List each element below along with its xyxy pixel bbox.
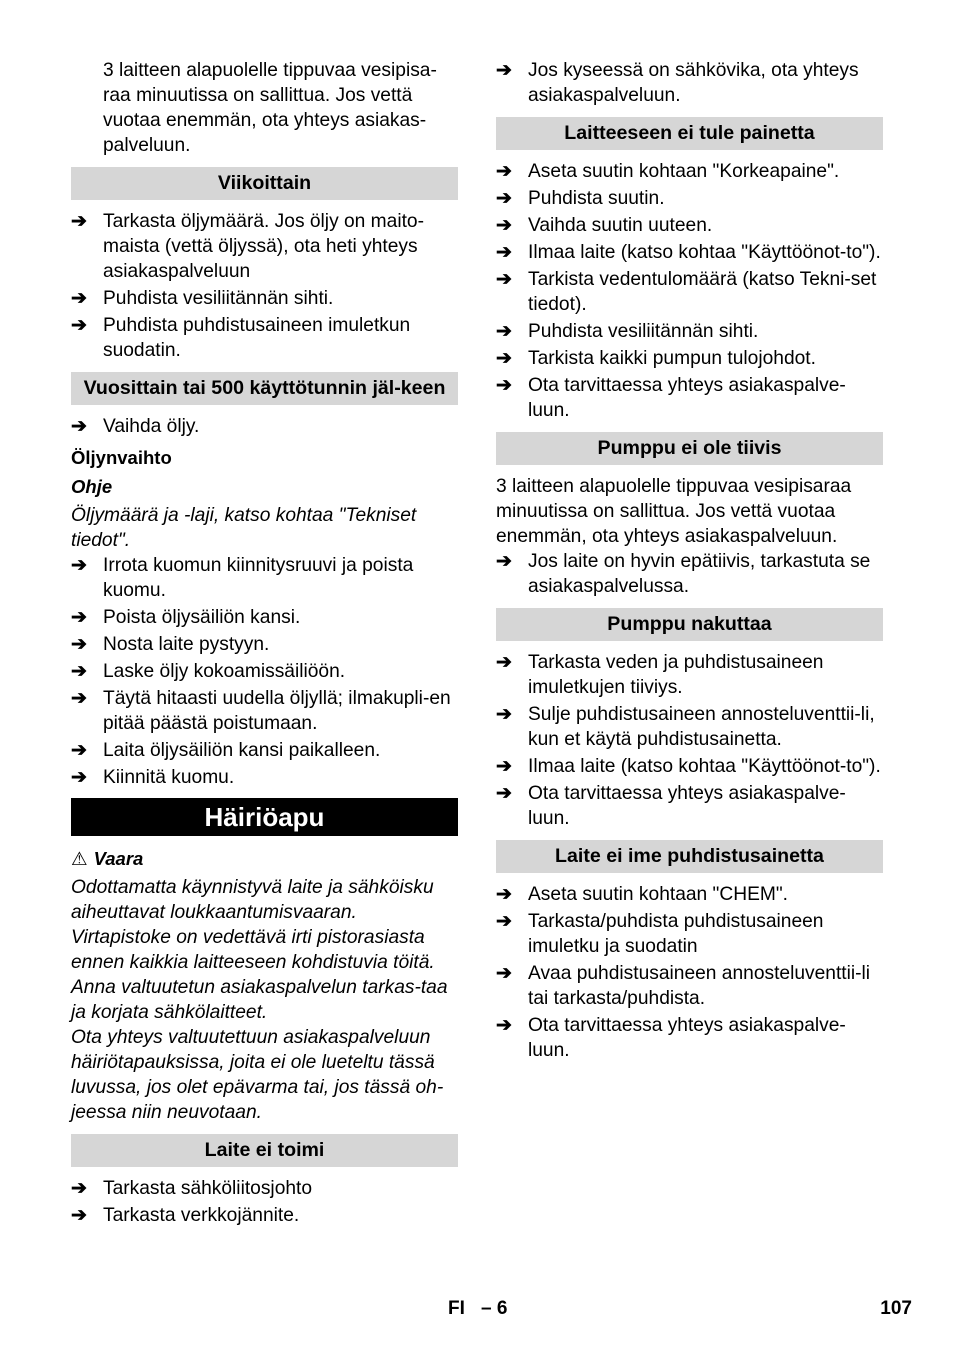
list-item — [71, 632, 458, 657]
list-item — [496, 549, 883, 599]
oil-change-title: Öljynvaihto — [71, 447, 172, 468]
list-item-text: Aseta suutin kohtaan "Korkeapaine". — [528, 161, 840, 182]
list-item — [71, 286, 458, 311]
note-text: Öljymäärä ja -laji, katso kohtaa "Tekniset tiedot". — [71, 505, 417, 551]
arrow-bullet-icon: ➔ — [496, 551, 512, 572]
list-item-text: Irrota kuomun kiinnitysruuvi ja poista kuomu. — [103, 555, 414, 601]
list-item-text: Tarkista vedentulomäärä (katso Tekni-set tiedot). — [528, 269, 877, 315]
arrow-bullet-icon: ➔ — [71, 607, 87, 628]
section-heading-no-detergent: Laite ei ime puhdistusainetta — [496, 840, 883, 873]
list-item-text: Ilmaa laite (katso kohtaa "Käyttöönot-to"). — [528, 756, 881, 777]
left-column — [71, 58, 458, 1230]
footer-language: FI — [448, 1298, 465, 1319]
list-item-text: Ota tarvittaessa yhteys asiakaspalve-luun. — [528, 783, 846, 829]
list-item-text: Ota tarvittaessa yhteys asiakaspalve-luun. — [528, 1015, 846, 1061]
list-item-text: Laita öljysäiliön kansi paikalleen. — [103, 740, 381, 761]
list-item-text: Laske öljy kokoamissäiliöön. — [103, 661, 346, 682]
arrow-bullet-icon: ➔ — [71, 661, 87, 682]
section-heading-not-working: Laite ei toimi — [71, 1134, 458, 1167]
pump-leak-list — [496, 549, 883, 599]
list-item — [71, 553, 458, 603]
list-item — [496, 58, 883, 108]
arrow-bullet-icon: ➔ — [496, 321, 512, 342]
warning-line: Ota yhteys valtuutettuun asiakaspalveluun häiriötapauksissa, joita ei ole lueteltu tässä luvussa, jos olet epävarma tai, jos tässä oh-jeessa niin neuvotaan. — [71, 1027, 444, 1123]
arrow-bullet-icon: ➔ — [71, 1205, 87, 1226]
list-item-text: Poista öljysäiliön kansi. — [103, 607, 301, 628]
warning-triangle-icon: ⚠ — [71, 848, 88, 869]
list-item — [496, 781, 883, 831]
arrow-bullet-icon: ➔ — [496, 1015, 512, 1036]
warning-line: Anna valtuutetun asiakaspalvelun tarkas-taa ja korjata sähkölaitteet. — [71, 977, 448, 1023]
warning-text — [71, 875, 458, 1125]
list-item — [71, 765, 458, 790]
arrow-bullet-icon: ➔ — [496, 242, 512, 263]
list-item-text: Tarkasta öljymäärä. Jos öljy on maito-maista (vettä öljyssä), ota heti yhteys asiakaspalveluun — [103, 211, 424, 282]
list-item — [496, 159, 883, 184]
arrow-bullet-icon: ➔ — [71, 555, 87, 576]
note-label: Ohje — [71, 476, 113, 497]
list-item — [71, 414, 458, 439]
list-item — [496, 346, 883, 371]
list-item-text: Puhdista suutin. — [528, 188, 665, 209]
arrow-bullet-icon: ➔ — [496, 161, 512, 182]
arrow-bullet-icon: ➔ — [496, 963, 512, 984]
list-item — [71, 313, 458, 363]
arrow-bullet-icon: ➔ — [496, 348, 512, 369]
electrical-fault-list — [496, 58, 883, 108]
arrow-bullet-icon: ➔ — [496, 375, 512, 396]
warning-label: Vaara — [93, 848, 144, 869]
list-item-text: Jos laite on hyvin epätiivis, tarkastuta se asiakaspalvelussa. — [528, 551, 871, 597]
troubleshooting-title: Häiriöapu — [71, 798, 458, 836]
list-item-text: Aseta suutin kohtaan "CHEM". — [528, 884, 788, 905]
list-item — [496, 213, 883, 238]
list-item-text: Puhdista puhdistusaineen imuletkun suodatin. — [103, 315, 411, 361]
list-item — [496, 267, 883, 317]
footer-section-page: – 6 — [481, 1298, 508, 1319]
warning-line: Odottamatta käynnistyvä laite ja sähköisku aiheuttavat loukkaantumisvaaran. — [71, 877, 434, 923]
list-item-text: Tarkasta verkkojännite. — [103, 1205, 300, 1226]
list-item-text: Tarkasta veden ja puhdistusaineen imuletkujen tiiviys. — [528, 652, 824, 698]
arrow-bullet-icon: ➔ — [496, 60, 512, 81]
pump-knock-list — [496, 650, 883, 831]
arrow-bullet-icon: ➔ — [71, 740, 87, 761]
list-item — [496, 702, 883, 752]
arrow-bullet-icon: ➔ — [71, 634, 87, 655]
section-heading-weekly: Viikoittain — [71, 167, 458, 200]
list-item — [496, 319, 883, 344]
list-item — [496, 240, 883, 265]
list-item — [496, 882, 883, 907]
arrow-bullet-icon: ➔ — [496, 704, 512, 725]
list-item — [496, 961, 883, 1011]
list-item-text: Sulje puhdistusaineen annosteluventtii-li, kun et käytä puhdistusainetta. — [528, 704, 875, 750]
arrow-bullet-icon: ➔ — [496, 188, 512, 209]
list-item — [71, 1203, 458, 1228]
not-working-list — [71, 1176, 458, 1228]
arrow-bullet-icon: ➔ — [496, 215, 512, 236]
warning-heading — [71, 846, 458, 871]
list-item — [496, 373, 883, 423]
arrow-bullet-icon: ➔ — [496, 911, 512, 932]
section-heading-no-pressure: Laitteeseen ei tule painetta — [496, 117, 883, 150]
list-item — [496, 186, 883, 211]
warning-line: Virtapistoke on vedettävä irti pistorasiasta ennen kaikkia laitteeseen kohdistuvia töitä. — [71, 927, 435, 973]
list-item-text: Tarkista kaikki pumpun tulojohdot. — [528, 348, 816, 369]
list-item-text: Tarkasta/puhdista puhdistusaineen imuletku ja suodatin — [528, 911, 824, 957]
arrow-bullet-icon: ➔ — [71, 1178, 87, 1199]
section-heading-pump-knock: Pumppu nakuttaa — [496, 608, 883, 641]
yearly-list — [71, 414, 458, 439]
list-item-text: Kiinnitä kuomu. — [103, 767, 235, 788]
list-item-text: Vaihda öljy. — [103, 416, 200, 437]
list-item — [496, 650, 883, 700]
right-column — [496, 58, 883, 1065]
list-item-text: Jos kyseessä on sähkövika, ota yhteys asiakaspalveluun. — [528, 60, 859, 106]
list-item-text: Tarkasta sähköliitosjohto — [103, 1178, 313, 1199]
arrow-bullet-icon: ➔ — [496, 783, 512, 804]
arrow-bullet-icon: ➔ — [71, 767, 87, 788]
list-item-text: Puhdista vesiliitännän sihti. — [528, 321, 759, 342]
list-item — [496, 754, 883, 779]
section-heading-yearly: Vuosittain tai 500 käyttötunnin jäl-keen — [71, 372, 458, 405]
arrow-bullet-icon: ➔ — [71, 211, 87, 232]
list-item — [71, 686, 458, 736]
arrow-bullet-icon: ➔ — [496, 652, 512, 673]
footer-page-number: 107 — [880, 1298, 912, 1319]
list-item-text: Avaa puhdistusaineen annosteluventtii-li tai tarkasta/puhdista. — [528, 963, 871, 1009]
section-heading-pump-leak: Pumppu ei ole tiivis — [496, 432, 883, 465]
list-item — [496, 1013, 883, 1063]
list-item — [496, 909, 883, 959]
list-item-text: Täytä hitaasti uudella öljyllä; ilmakupli-en pitää päästä poistumaan. — [103, 688, 451, 734]
list-item — [71, 738, 458, 763]
list-item-text: Ota tarvittaessa yhteys asiakaspalve-luun. — [528, 375, 846, 421]
list-item — [71, 209, 458, 284]
arrow-bullet-icon: ➔ — [496, 269, 512, 290]
intro-paragraph: 3 laitteen alapuolelle tippuvaa vesipisa-raa minuutissa on sallittua. Jos vettä vuotaa enemmän, ota yhteys asiakas-palveluun. — [103, 60, 437, 156]
arrow-bullet-icon: ➔ — [71, 416, 87, 437]
oil-change-steps — [71, 553, 458, 790]
list-item — [71, 659, 458, 684]
arrow-bullet-icon: ➔ — [496, 884, 512, 905]
list-item — [71, 1176, 458, 1201]
list-item-text: Ilmaa laite (katso kohtaa "Käyttöönot-to"). — [528, 242, 881, 263]
list-item-text: Nosta laite pystyyn. — [103, 634, 270, 655]
list-item — [71, 605, 458, 630]
no-detergent-list — [496, 882, 883, 1063]
arrow-bullet-icon: ➔ — [71, 315, 87, 336]
list-item-text: Vaihda suutin uuteen. — [528, 215, 713, 236]
no-pressure-list — [496, 159, 883, 423]
arrow-bullet-icon: ➔ — [71, 288, 87, 309]
arrow-bullet-icon: ➔ — [71, 688, 87, 709]
weekly-list — [71, 209, 458, 363]
arrow-bullet-icon: ➔ — [496, 756, 512, 777]
pump-leak-text: 3 laitteen alapuolelle tippuvaa vesipisaraa minuutissa on sallittua. Jos vettä vuotaa enemmän, ota yhteys asiakaspalveluun. — [496, 476, 852, 547]
list-item-text: Puhdista vesiliitännän sihti. — [103, 288, 334, 309]
